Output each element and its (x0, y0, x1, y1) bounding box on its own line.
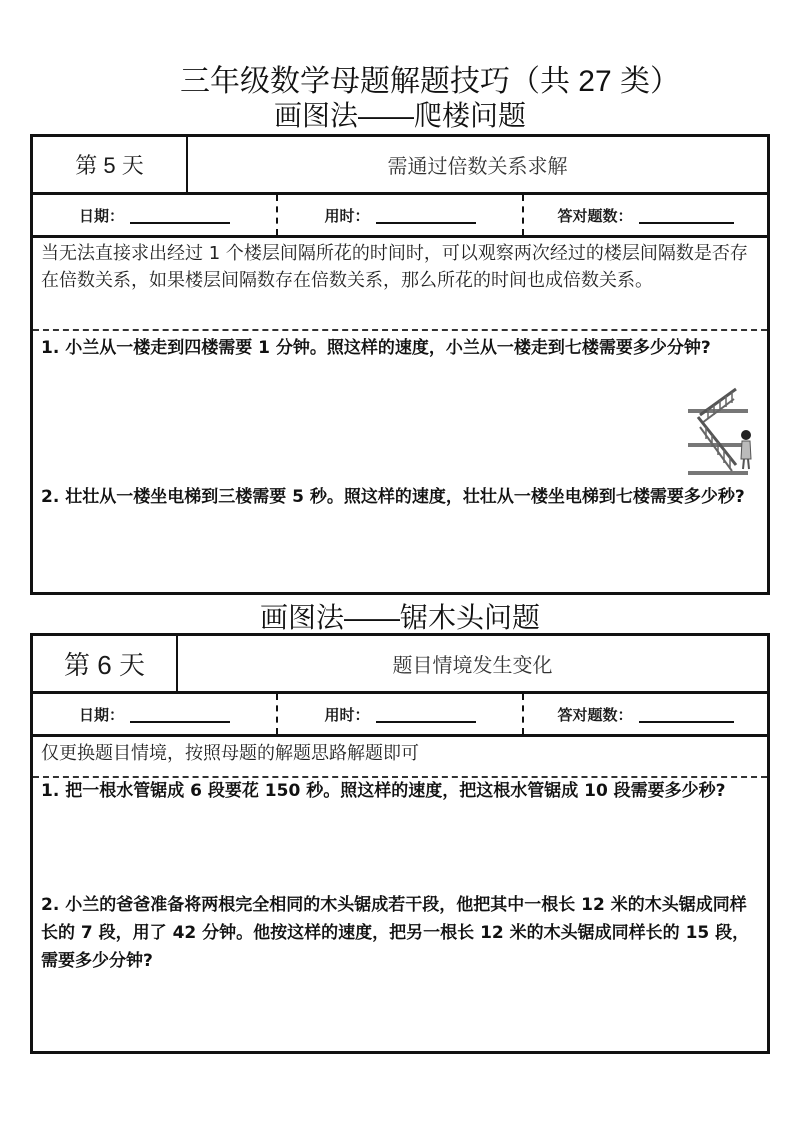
date-blank[interactable] (130, 705, 230, 723)
info-row (33, 195, 767, 238)
time-blank[interactable] (376, 206, 476, 224)
correct-count-blank[interactable] (639, 206, 734, 224)
date-field[interactable] (33, 694, 278, 734)
correct-count-label: 答对题数： (557, 206, 633, 225)
time-field[interactable] (278, 195, 524, 235)
day-label: 第 5 天 (33, 137, 188, 192)
date-blank[interactable] (130, 206, 230, 224)
tip-text: 仅更换题目情境，按照母题的解题思路解题即可 (33, 737, 767, 778)
day-6-worksheet (30, 633, 770, 1054)
day-5-worksheet (30, 134, 770, 595)
info-row (33, 694, 767, 737)
tip-text: 当无法直接求出经过 1 个楼层间隔所花的时间时，可以观察两次经过的楼层间隔数是否存在倍数关系，如果楼层间隔数存在倍数关系，那么所花的时间也成倍数关系。 (33, 238, 767, 331)
section-title: 画图法——锯木头问题 (259, 602, 540, 633)
topic-label: 题目情境发生变化 (392, 653, 553, 677)
date-field[interactable] (33, 195, 278, 235)
time-field[interactable] (278, 694, 524, 734)
topic-label: 需通过倍数关系求解 (387, 154, 568, 178)
day-label: 第 6 天 (33, 636, 178, 691)
day-header-row (33, 137, 767, 195)
staircase-girl-icon (688, 385, 756, 477)
correct-count-label: 答对题数： (557, 705, 633, 724)
date-label: 日期： (78, 206, 124, 225)
correct-count-blank[interactable] (639, 705, 734, 723)
correct-count-field[interactable] (524, 195, 767, 235)
correct-count-field[interactable] (524, 694, 767, 734)
date-label: 日期： (78, 705, 124, 724)
day-header-row (33, 636, 767, 694)
question-1: 1. 小兰从一楼走到四楼需要 1 分钟。照这样的速度，小兰从一楼走到七楼需要多少分钟? (41, 338, 711, 358)
time-label: 用时： (324, 705, 370, 724)
time-label: 用时： (324, 206, 370, 225)
question-1: 1. 把一根水管锯成 6 段要花 150 秒。照这样的速度，把这根水管锯成 10 段需要多少秒? (41, 781, 726, 801)
main-title: 三年级数学母题解题技巧（共 27 类） (179, 65, 681, 98)
question-2: 2. 小兰的爸爸准备将两根完全相同的木头锯成若干段，他把其中一根长 12 米的木头锯成同样长的 7 段，用了 42 分钟。他按这样的速度，把另一根长 12 米的木头锯成同样长的 15 段，需要多少分钟? (41, 895, 750, 971)
question-2: 2. 壮壮从一楼坐电梯到三楼需要 5 秒。照这样的速度，壮壮从一楼坐电梯到七楼需要多少秒? (41, 487, 745, 507)
section-title: 画图法——爬楼问题 (273, 100, 526, 131)
time-blank[interactable] (376, 705, 476, 723)
